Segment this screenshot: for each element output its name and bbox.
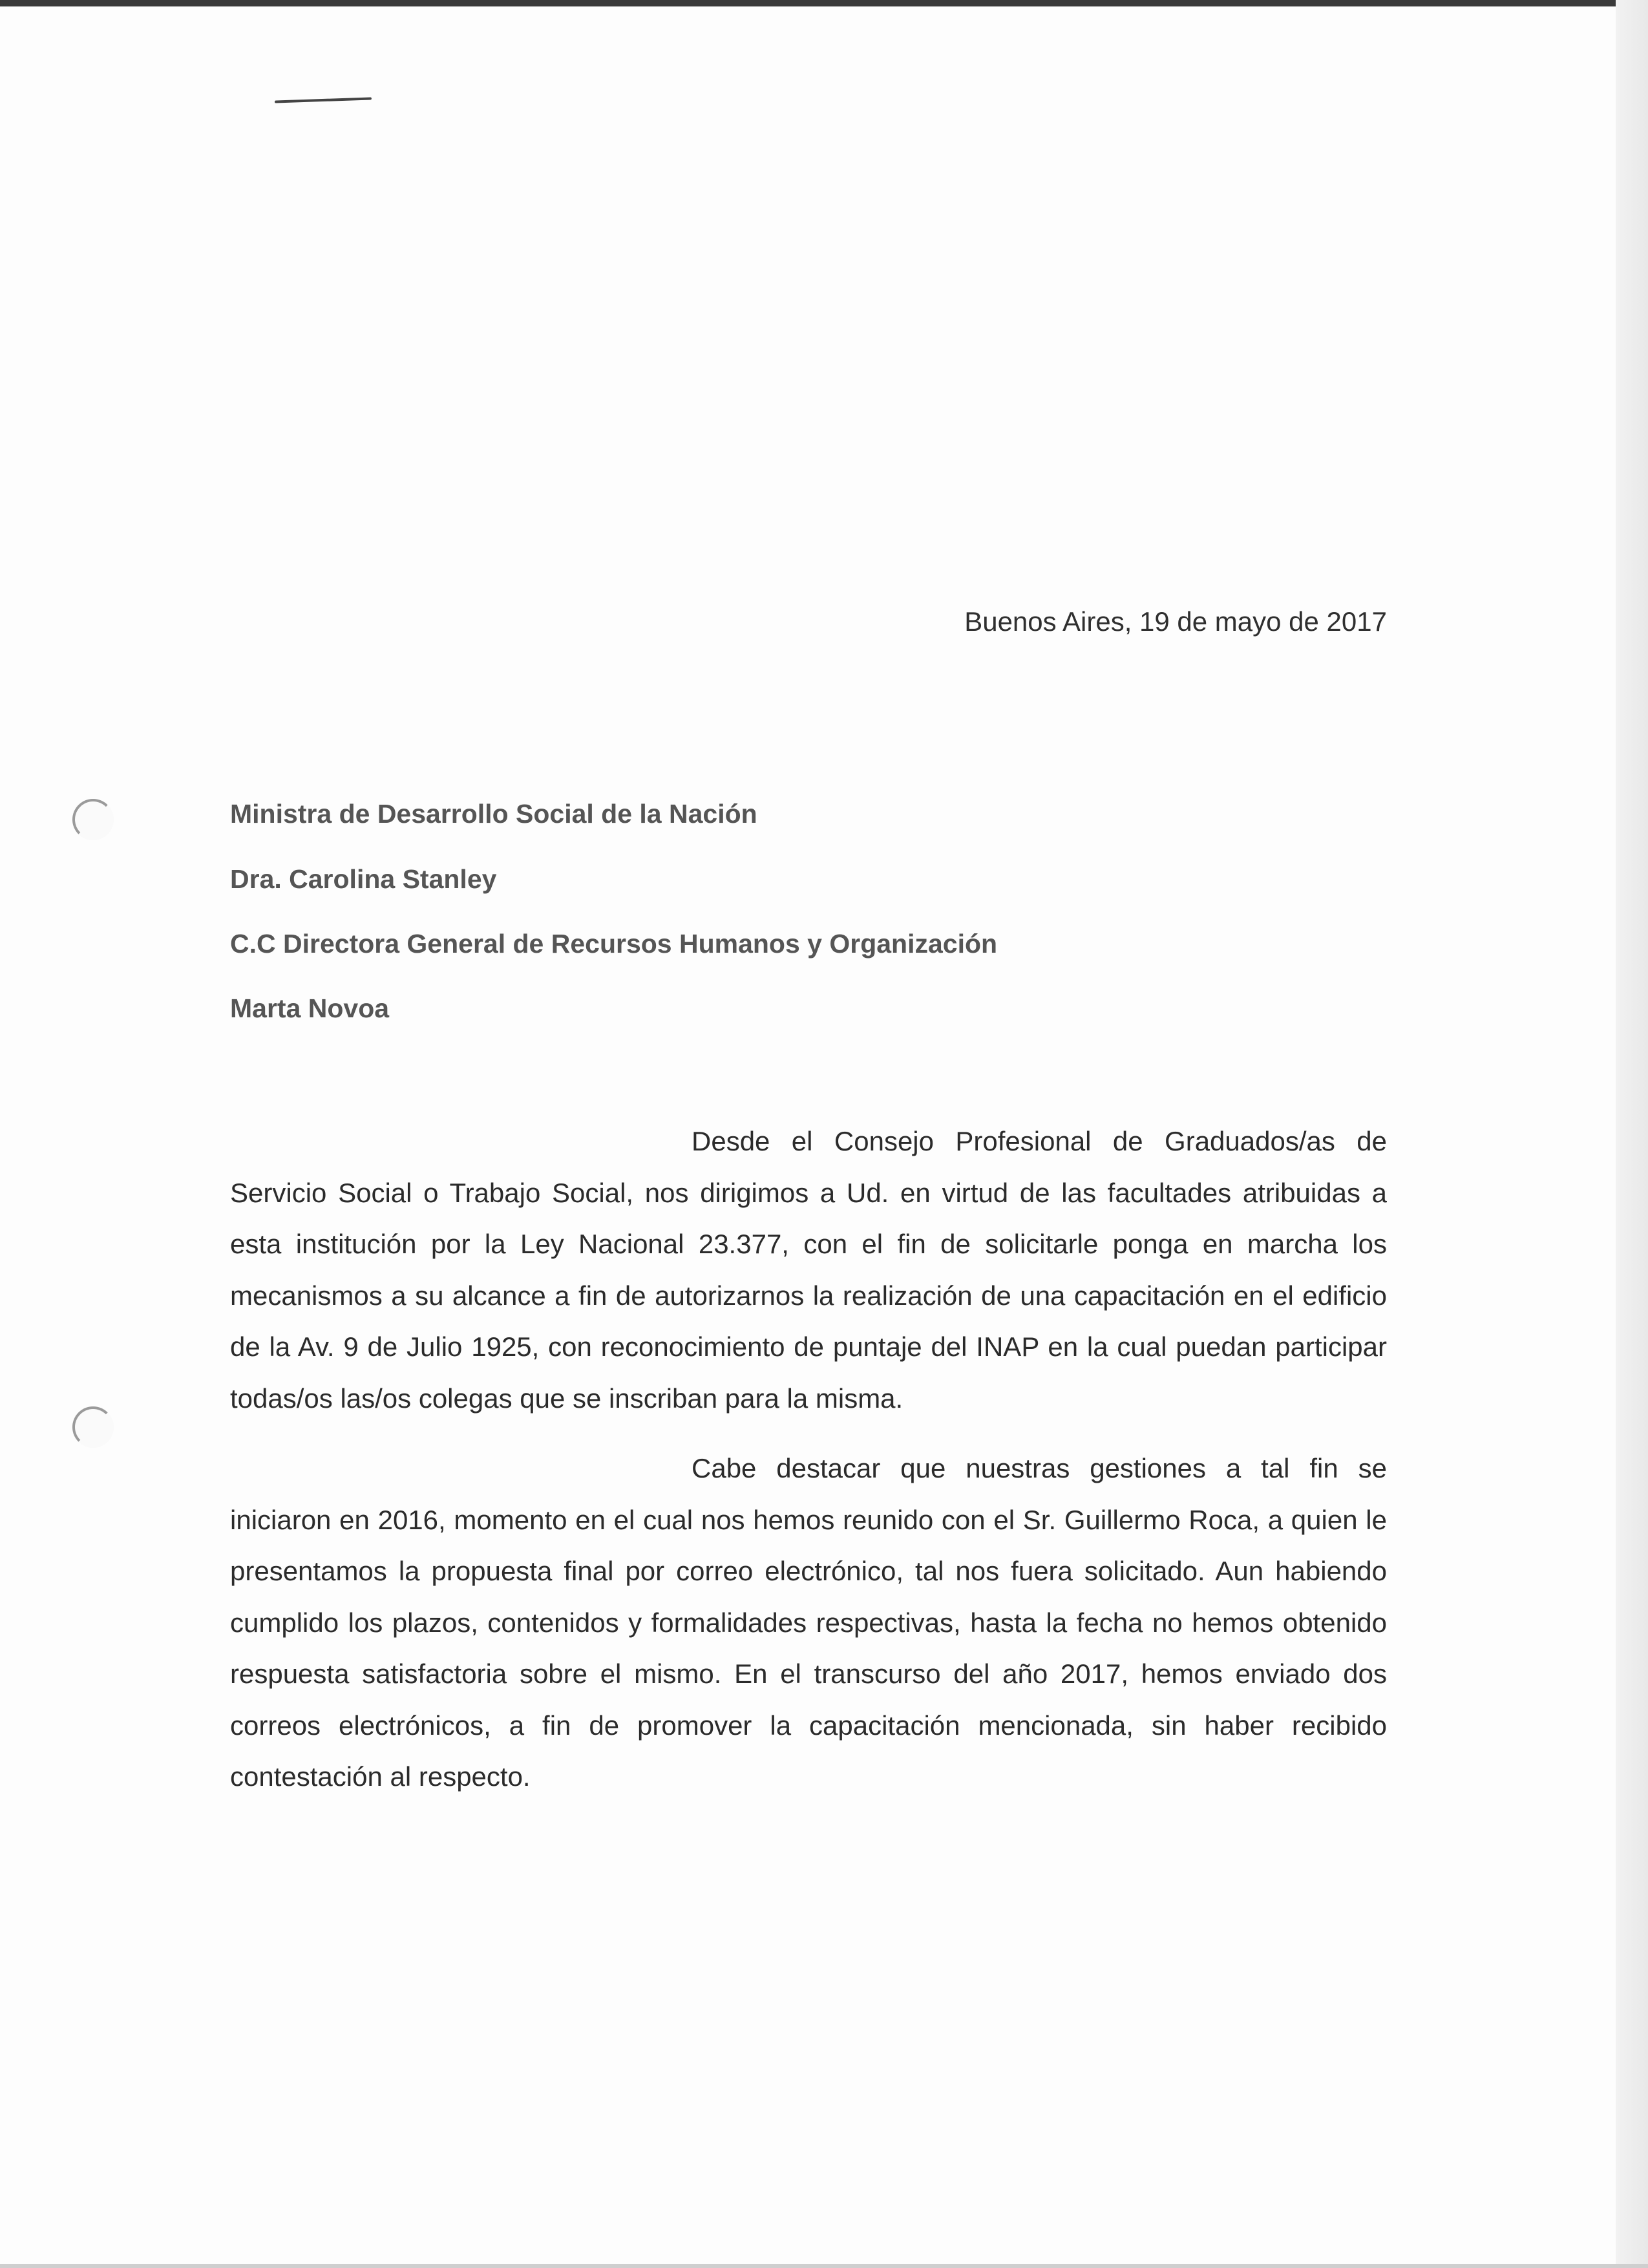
body-paragraph-2: Cabe destacar que nuestras gestiones a tal fin se iniciaron en 2016, momento en el cual nos hemos reunido con el Sr. Guillermo Roca, a quien le presentamos la propuesta final por correo electrónico, tal nos fuera solicitado. Aun habiendo cumplido los plazos, contenidos y formalidades respectivas, hasta la fecha no hemos obtenido respuesta satisfactoria sobre el mismo. En el transcurso del año 2017, hemos enviado dos correos electrónicos, a fin de promover la capacitación mencionada, sin haber recibido contestación al respecto. [230,1453,1387,1792]
punch-hole-icon [72,799,114,840]
recipient-title: Ministra de Desarrollo Social de la Nación [230,799,757,829]
scan-edge-top [0,0,1616,6]
scan-edge-bottom [0,2264,1648,2268]
letter-date: Buenos Aires, 19 de mayo de 2017 [964,606,1387,637]
recipient-name: Dra. Carolina Stanley [230,864,497,894]
pen-stroke-mark [275,97,372,103]
body-paragraph-1: Desde el Consejo Profesional de Graduados/as de Servicio Social o Trabajo Social, nos dirigimos a Ud. en virtud de las facultades atribuidas a esta institución por la Ley Nacional 23.377, con el fin de solicitarle ponga en marcha los mecanismos a su alcance a fin de autorizarnos la realización de una capacitación en el edificio de la Av. 9 de Julio 1925, con reconocimiento de puntaje del INAP en la cual puedan participar todas/os las/os colegas que se inscriban para la misma. [230,1126,1387,1414]
recipient-cc-name: Marta Novoa [230,993,390,1023]
punch-hole-icon [72,1406,114,1448]
scan-edge-right [1616,0,1648,2268]
recipient-cc-title: C.C Directora General de Recursos Humanos y Organización [230,929,998,959]
